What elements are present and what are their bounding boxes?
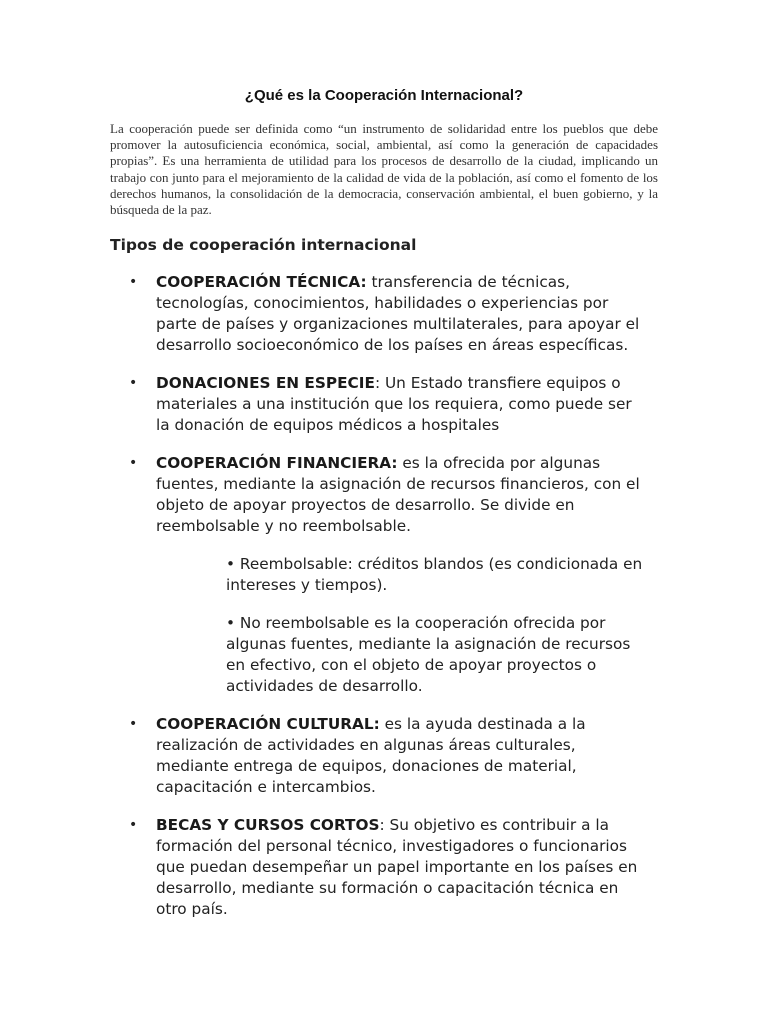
list-item-cooperacion-tecnica (110, 272, 650, 356)
type-name: COOPERACIÓN TÉCNICA: (156, 273, 367, 291)
page-title: ¿Qué es la Cooperación Internacional? (244, 87, 524, 104)
list-item-becas-y-cursos-cortos (110, 815, 650, 920)
type-description: : Su objetivo es contribuir a la formación del personal técnico, investigadores o funcionarios que puedan desempeñar un papel importante en los países en desarrollo, mediante su formación o capacitación técnica en otro país. (156, 816, 638, 918)
list-item-donaciones-en-especie (110, 373, 650, 436)
bullet-icon: • (129, 455, 138, 471)
financial-subtypes-list (226, 554, 650, 697)
list-item-cooperacion-financiera (110, 453, 650, 697)
sub-item-reembolsable: • Reembolsable: créditos blandos (es condicionada en intereses y tiempos). (226, 555, 643, 594)
bullet-icon: • (129, 817, 138, 833)
type-name: BECAS Y CURSOS CORTOS (156, 816, 380, 834)
section-heading: Tipos de cooperación internacional (110, 236, 417, 254)
type-description: : Un Estado transfiere equipos o materiales a una institución que los requiera, como puede ser la donación de equipos médicos a hospitales (156, 374, 632, 434)
type-description: es la ofrecida por algunas fuentes, mediante la asignación de recursos financieros, con el objeto de apoyar proyectos de desarrollo. Se divide en reembolsable y no reembolsable. (156, 454, 640, 535)
type-description: transferencia de técnicas, tecnologías, conocimientos, habilidades o experiencias por parte de países y organizaciones multilaterales, para apoyar el desarrollo socioeconómico de los países en áreas específicas. (156, 273, 640, 354)
list-item-cooperacion-cultural (110, 714, 650, 798)
cooperation-types-list (110, 272, 650, 937)
bullet-icon: • (129, 716, 138, 732)
type-name: COOPERACIÓN FINANCIERA: (156, 454, 398, 472)
intro-paragraph: La cooperación puede ser definida como “un instrumento de solidaridad entre los pueblos que debe promover la autosuficiencia económica, social, ambiental, así como la generación de capacidades propias”. Es una herramienta de utilidad para los procesos de desarrollo de la ciudad, implicando un trabajo con junto para el mejoramiento de la calidad de vida de la población, así como el fomento de los derechos humanos, la consolidación de la democracia, conservación ambiental, el buen gobierno, y la búsqueda de la paz. (110, 121, 658, 218)
type-description: es la ayuda destinada a la realización de actividades en algunas áreas culturales, mediante entrega de equipos, donaciones de material, capacitación e intercambios. (156, 715, 586, 796)
bullet-icon: • (129, 375, 138, 391)
sub-item-no-reembolsable: • No reembolsable es la cooperación ofrecida por algunas fuentes, mediante la asignación de recursos en efectivo, con el objeto de apoyar proyectos o actividades de desarrollo. (226, 614, 631, 695)
type-name: DONACIONES EN ESPECIE (156, 374, 375, 392)
bullet-icon: • (129, 274, 138, 290)
type-name: COOPERACIÓN CULTURAL: (156, 715, 380, 733)
